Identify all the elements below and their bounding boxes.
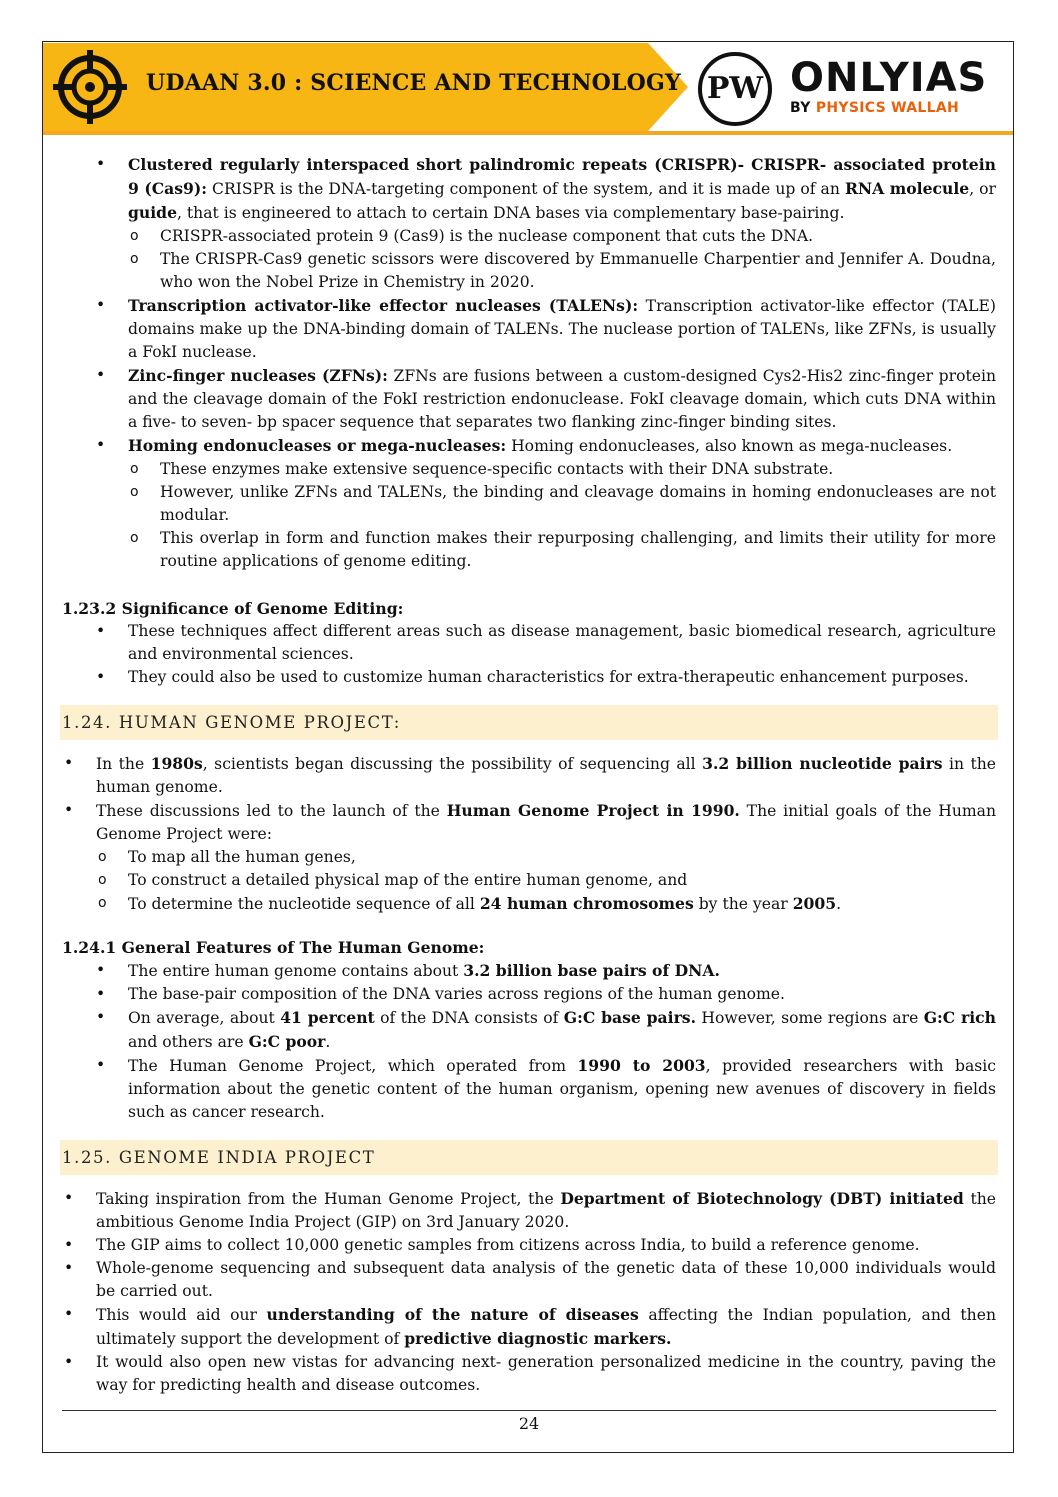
- brand-name: ONLYIAS: [790, 55, 988, 101]
- features-heading: 1.24.1 General Features of The Human Genome:: [62, 938, 485, 957]
- target-icon: [50, 47, 130, 127]
- list-item: • Zinc-finger nucleases (ZFNs): ZFNs are fusions between a custom-designed Cys2-His2 zinc-finger protein and the cleavage domain of the FokI restriction endonuclease. FokI cleavage domain, which cuts DNA within a five- to seven- bp spacer sequence that separates two flanking zinc-finger binding sites.: [62, 364, 996, 434]
- brand-logo: [790, 55, 988, 116]
- section-heading-gip: 1.25. GENOME INDIA PROJECT: [60, 1140, 998, 1175]
- list-item: • In the 1980s, scientists began discussing the possibility of sequencing all 3.2 billion nucleotide pairs in the human genome.: [62, 752, 996, 799]
- list-item: • Whole-genome sequencing and subsequent data analysis of the genetic data of these 10,000 individuals would be carried out.: [62, 1257, 996, 1303]
- gip-list: [62, 1187, 996, 1397]
- section-heading-hgp: 1.24. HUMAN GENOME PROJECT:: [60, 705, 998, 740]
- features-list: [62, 959, 996, 1124]
- list-item: • It would also open new vistas for advancing next- generation personalized medicine in the country, paving the way for predicting health and disease outcomes.: [62, 1351, 996, 1397]
- footer-rule: [62, 1410, 996, 1411]
- list-item: • They could also be used to customize human characteristics for extra-therapeutic enhancement purposes.: [62, 666, 996, 689]
- list-item: • On average, about 41 percent of the DNA consists of G:C base pairs. However, some regions are G:C rich and others are G:C poor.: [62, 1006, 996, 1054]
- pw-logo: [697, 51, 773, 127]
- list-item: o CRISPR-associated protein 9 (Cas9) is the nuclease component that cuts the DNA.: [128, 225, 996, 248]
- list-item: • Transcription activator-like effector nucleases (TALENs): Transcription activator-like effector (TALE) domains make up the DNA-binding domain of TALENs. The nuclease portion of TALENs, like ZFNs, is usually a FokI nuclease.: [62, 294, 996, 364]
- sub-list: [128, 458, 996, 573]
- list-item: o However, unlike ZFNs and TALENs, the binding and cleavage domains in homing endonucleases are not modular.: [128, 481, 996, 527]
- list-item: • The entire human genome contains about 3.2 billion base pairs of DNA.: [62, 959, 996, 983]
- list-item: • These discussions led to the launch of the Human Genome Project in 1990. The initial goals of the Human Genome Project were: o To map all the human genes, o To construct a detailed physical map of the entire human genome, and o To determine the nucleotide sequence of all 24 human chromosomes by the year 2005.: [62, 799, 996, 916]
- page-number: 24: [518, 1414, 540, 1433]
- hgp-list: [62, 752, 996, 916]
- genome-tools-list: [62, 153, 996, 573]
- list-item: • This would aid our understanding of the nature of diseases affecting the Indian population, and then ultimately support the development of predictive diagnostic markers.: [62, 1303, 996, 1351]
- header-rule: [43, 131, 1013, 135]
- header-title: UDAAN 3.0 : SCIENCE AND TECHNOLOGY: [146, 70, 681, 96]
- list-item: • These techniques affect different areas such as disease management, basic biomedical research, agriculture and environmental sciences.: [62, 620, 996, 666]
- page-content: [62, 153, 996, 1397]
- list-item: • Taking inspiration from the Human Genome Project, the Department of Biotechnology (DBT) initiated the ambitious Genome India Project (GIP) on 3rd January 2020.: [62, 1187, 996, 1234]
- sub-list: [96, 846, 996, 916]
- significance-list: [62, 620, 996, 689]
- list-item: o This overlap in form and function makes their repurposing challenging, and limits their utility for more routine applications of genome editing.: [128, 527, 996, 573]
- list-item: • Homing endonucleases or mega-nucleases: Homing endonucleases, also known as mega-nucleases. o These enzymes make extensive sequence-specific contacts with their DNA substrate. o However, unlike ZFNs and TALENs, the binding and cleavage domains in homing endonucleases are not modular. o This overlap in form and function makes their repurposing challenging, and limits their utility for more routine applications of genome editing.: [62, 434, 996, 573]
- list-item: o To map all the human genes,: [96, 846, 996, 869]
- list-item: • The base-pair composition of the DNA varies across regions of the human genome.: [62, 983, 996, 1006]
- list-item: • The Human Genome Project, which operated from 1990 to 2003, provided researchers with basic information about the genetic content of the human organism, opening new avenues of discovery in fields such as cancer research.: [62, 1054, 996, 1124]
- pw-logo-text: PW: [706, 71, 764, 106]
- sub-list: [128, 225, 996, 294]
- list-item: • The GIP aims to collect 10,000 genetic samples from citizens across India, to build a reference genome.: [62, 1234, 996, 1257]
- brand-sub: BY PHYSICS WALLAH: [790, 100, 959, 116]
- list-item: • Clustered regularly interspaced short palindromic repeats (CRISPR)- CRISPR- associated protein 9 (Cas9): CRISPR is the DNA-targeting component of the system, and it is made up of an RNA molecule, or guide, that is engineered to attach to certain DNA bases via complementary base-pairing. o CRISPR-associated protein 9 (Cas9) is the nuclease component that cuts the DNA. o The CRISPR-Cas9 genetic scissors were discovered by Emmanuelle Charpentier and Jennifer A. Doudna, who won the Nobel Prize in Chemistry in 2020.: [62, 153, 996, 294]
- list-item: o These enzymes make extensive sequence-specific contacts with their DNA substrate.: [128, 458, 996, 481]
- list-item: o To construct a detailed physical map of the entire human genome, and: [96, 869, 996, 892]
- significance-heading: 1.23.2 Significance of Genome Editing:: [62, 599, 404, 618]
- list-item: o The CRISPR-Cas9 genetic scissors were discovered by Emmanuelle Charpentier and Jennifer A. Doudna, who won the Nobel Prize in Chemistry in 2020.: [128, 248, 996, 294]
- list-item: o To determine the nucleotide sequence of all 24 human chromosomes by the year 2005.: [96, 892, 996, 916]
